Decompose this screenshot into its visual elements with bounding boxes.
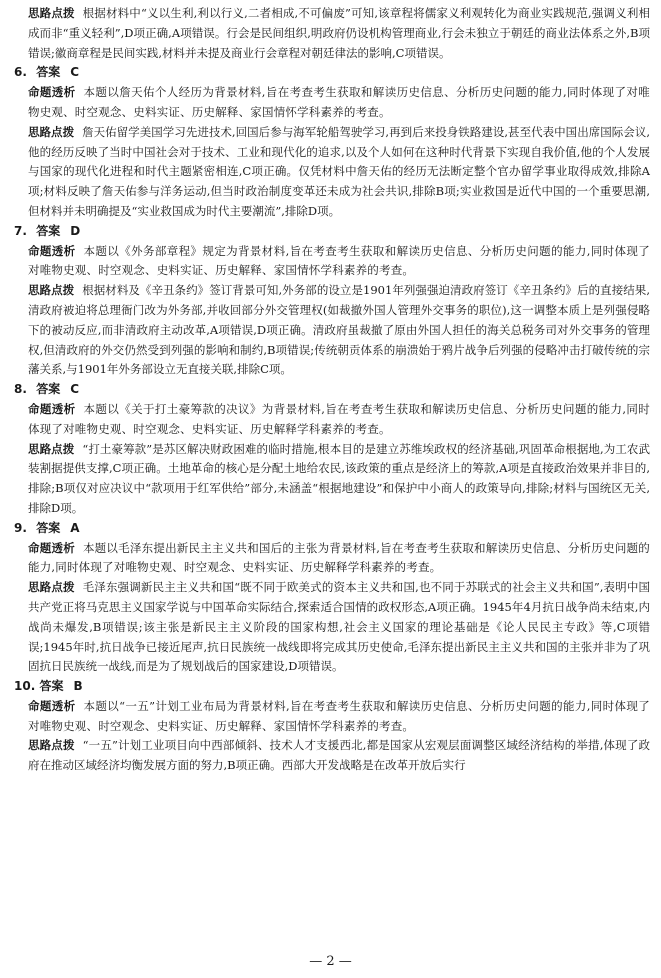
reasoning-paragraph — [14, 4, 650, 63]
paragraph-text: 本题以《关于打土豪筹款的决议》为背景材料,旨在考查考生获取和解读历史信息、分析历史问题的能力,同时体现了对唯物史观、时空观念、史料实证、历史解释学科素养的考查。 — [28, 401, 650, 436]
paragraph-label: 思路点拨 — [28, 124, 75, 139]
paragraph-label: 思路点拨 — [28, 738, 75, 753]
answer-heading — [14, 677, 650, 697]
answer-heading — [14, 222, 650, 242]
answer-item — [14, 677, 650, 776]
paragraph-text: 本题以《外务部章程》规定为背景材料,旨在考查考生获取和解读历史信息、分析历史问题的能力,同时体现了对唯物史观、时空观念、史料实证、历史解释、家国情怀学科素养的考查。 — [28, 243, 650, 278]
paragraph-text: 本题以“一五”计划工业布局为背景材料,旨在考查考生获取和解读历史信息、分析历史问题的能力,同时体现了对唯物史观、时空观念、史料实证、历史解释、家国情怀学科素养的考查。 — [28, 698, 650, 733]
question-number: 7. — [14, 223, 27, 238]
answer-choice: B — [73, 679, 83, 694]
answer-heading — [14, 380, 650, 400]
answer-label: 答案 — [36, 520, 61, 535]
paragraph-label: 思路点拨 — [28, 441, 75, 456]
paragraph-text: “打土豪筹款”是苏区解决财政困难的临时措施,根本目的是建立苏维埃政权的经济基础,巩固革命根据地,为工农武装割据提供支撑,C项正确。土地革命的核心是分配土地给农民,该政策的重点是经济上的筹款,A项是直接政治效果并非目的,排除;B项仅对应决议中“款项用于红军供给”部分,未涵盖“根据地建设”和保护中小商人的政策导向,排除;材料与国统区无关,排除D项。 — [28, 441, 650, 515]
analysis-paragraph — [14, 400, 650, 440]
answer-label: 答案 — [36, 223, 61, 238]
paragraph-text: “一五”计划工业项目向中西部倾斜、技术人才支援西北,都是国家从宏观层面调整区域经济结构的举措,体现了政府在推动区域经济均衡发展方面的努力,B项正确。西部大开发战略是在改革开放后实行 — [28, 738, 650, 773]
paragraph-label: 命题透析 — [28, 401, 76, 416]
paragraph-label: 思路点拨 — [28, 580, 75, 595]
paragraph-text: 毛泽东强调新民主主义共和国“既不同于欧美式的资本主义共和国,也不同于苏联式的社会主义共和国”,表明中国共产党正将马克思主义国家学说与中国革命实际结合,探索适合国情的政权形态,A项正确。1945年4月抗日战争尚未结束,内战尚未爆发,B项错误;该主张是新民主主义阶段的国家构想,社会主义国家的理论基础是《论人民民主专政》等,C项错误;1945年时,抗日战争已接近尾声,抗日民族统一战线即将完成其历史使命,毛泽东提出新民主主义共和国的主张并非为了巩固抗日民族统一战线,而是为了规划战后的国家建设,D项错误。 — [28, 580, 650, 674]
answer-heading — [14, 63, 650, 83]
paragraph-text: 本题以詹天佑个人经历为背景材料,旨在考查考生获取和解读历史信息、分析历史问题的能力,同时体现了对唯物史观、时空观念、史料实证、历史解释、家国情怀学科素养的考查。 — [28, 85, 650, 119]
paragraph-label: 命题透析 — [28, 540, 75, 555]
answer-label: 答案 — [36, 382, 61, 397]
paragraph-text: 詹天佑留学美国学习先进技术,回国后参与海军轮船驾驶学习,再到后来投身铁路建设,甚至代表中国出席国际会议,他的经历反映了当时中国社会对于技术、工业和现代化的追求,以及个人如何在这种时代背景下实现自我价值,他的个人发展与国家的现代化进程和时代主题紧密相连,C项正确。仅凭材料中詹天佑的经历无法断定整个官办留学事业取得成效,排除A项;材料反映了詹天佑参与洋务运动,但当时政治制度变革还未成为社会共识,排除B项;实业救国是近代中国的一个重要思潮,但材料并未明确提及“实业救国成为时代主要潮流”,排除D项。 — [28, 124, 651, 218]
question-number: 8. — [14, 382, 27, 397]
answer-item — [14, 380, 650, 519]
answer-choice: A — [70, 520, 80, 535]
page-number: — 2 — — [309, 954, 352, 969]
reasoning-paragraph — [14, 736, 650, 776]
answer-choice: C — [70, 65, 80, 80]
answer-choice: C — [70, 382, 80, 397]
paragraph-text: 根据材料中“义以生利,利以行义,二者相成,不可偏废”可知,该章程将儒家义利观转化为商业实践规范,强调义利相成而非“重义轻利”,D项正确,A项错误。行会是民间组织,明政府仍设机构管理商业,行会未独立于朝廷的商业法体系之外,B项错误;徽商章程是民间实践,材料并未提及商业行会章程对朝廷律法的影响,C项错误。 — [28, 6, 650, 60]
answer-item — [14, 519, 650, 677]
answer-item — [14, 4, 650, 63]
analysis-paragraph — [14, 697, 650, 737]
answer-heading — [14, 519, 650, 539]
paragraph-label: 思路点拨 — [28, 6, 75, 20]
reasoning-paragraph — [14, 440, 650, 519]
answer-choice: D — [70, 223, 81, 238]
analysis-paragraph — [14, 539, 650, 579]
question-number: 9. — [14, 520, 27, 535]
paragraph-label: 命题透析 — [28, 243, 76, 258]
paragraph-text: 本题以毛泽东提出新民主主义共和国后的主张为背景材料,旨在考查考生获取和解读历史信息、分析历史问题的能力,同时体现了对唯物史观、时空观念、史料实证、历史解释学科素养的考查。 — [28, 540, 650, 575]
answer-item — [14, 222, 650, 380]
paragraph-label: 命题透析 — [28, 698, 76, 713]
paragraph-label: 思路点拨 — [28, 283, 75, 298]
answer-document — [14, 4, 650, 776]
paragraph-label: 命题透析 — [28, 85, 76, 100]
analysis-paragraph — [14, 242, 650, 282]
answer-item — [14, 63, 650, 221]
question-number: 6. — [14, 65, 27, 80]
answer-label: 答案 — [36, 65, 61, 80]
answer-label: 答案 — [39, 679, 64, 694]
reasoning-paragraph — [14, 281, 650, 380]
analysis-paragraph — [14, 83, 650, 123]
reasoning-paragraph — [14, 578, 650, 677]
paragraph-text: 根据材料及《辛丑条约》签订背景可知,外务部的设立是1901年列强强迫清政府签订《辛丑条约》后的直接结果,清政府被迫将总理衙门改为外务部,并收回部分外交管理权(如裁撤外国人管理外交事务的职位),这一调整本质上是列强侵略下的被动反应,而非清政府主动改革,A项错误,D项正确。清政府虽裁撤了原由外国人担任的海关总税务司对外交事务的管理权,但清政府的外交仍然受到列强的影响和制约,B项错误;传统朝贡体系的崩溃始于鸦片战争后列强的侵略冲击打破传统的宗藩关系,与1901年外务部设立无直接关联,排除C项。 — [28, 283, 650, 377]
reasoning-paragraph — [14, 123, 650, 222]
question-number: 10. — [14, 679, 36, 694]
